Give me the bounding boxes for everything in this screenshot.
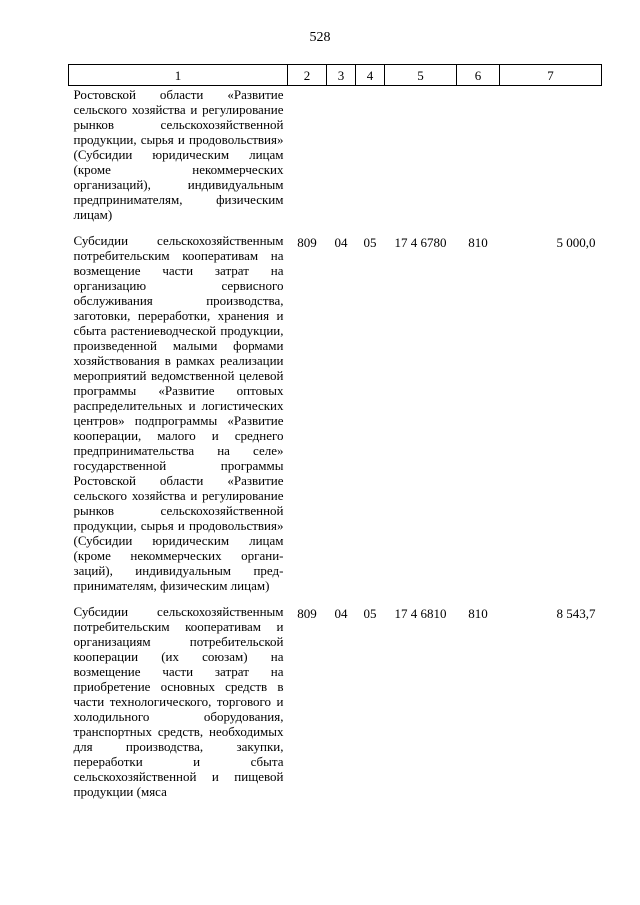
row-code-6 — [457, 86, 500, 233]
row-code-5: 17 4 6780 — [394, 235, 447, 250]
header-col-2: 2 — [288, 65, 327, 86]
row-code-2: 809 — [297, 606, 317, 621]
row-code-3: 04 — [334, 235, 348, 250]
header-col-3: 3 — [327, 65, 356, 86]
table-row — [69, 232, 602, 603]
row-code-4: 05 — [363, 606, 377, 621]
row-amount: 8 543,7 — [556, 606, 596, 621]
row-code-5 — [385, 86, 457, 233]
row-code-4: 05 — [363, 235, 377, 250]
row-description: Ростовской области «Развитие сельского хозяйства и регулирование рынков сельскохозяйственной продукции, сырья и продовольствия» (Субсидии юридическим лицам (кроме некоммерческих организаций), индивидуальным предпринимателям, физическим лицам) — [73, 87, 284, 222]
header-col-5: 5 — [385, 65, 457, 86]
header-col-6: 6 — [457, 65, 500, 86]
table-row — [69, 86, 602, 233]
header-col-4: 4 — [356, 65, 385, 86]
table-row — [69, 603, 602, 809]
row-description: Субсидии сельскохозяйственным потребительским кооперативам и организациям потребительской кооперации (их союзам) на возмещение части затрат на приобретение основных средств в части технологического, торгового и холодильного оборудования, транспортных средств, необходимых для производства, закупки, переработки и сбыта сельскохозяйственной и пищевой продукции (мяса — [73, 604, 284, 799]
table-header — [69, 65, 602, 86]
row-code-2 — [288, 86, 327, 233]
row-code-4 — [356, 86, 385, 233]
row-code-2: 809 — [297, 235, 317, 250]
row-amount: 5 000,0 — [556, 235, 596, 250]
row-code-3: 04 — [334, 606, 348, 621]
row-code-5: 17 4 6810 — [394, 606, 447, 621]
header-col-1: 1 — [69, 65, 288, 86]
row-code-6: 810 — [468, 235, 488, 250]
budget-table — [68, 64, 602, 809]
row-description: Субсидии сельскохозяйственным потребительским кооперативам на возмещение части затрат на организацию сервисного обслуживания производства, заготовки, переработки, хранения и сбыта растениеводческой продукции, произведенной малыми формами хозяйствования в рамках реализации мероприятий ведомственной целевой программы «Развитие оптовых распределительных и логистических центров» подпрограммы «Развитие кооперации, малого и среднего предпринимательства на селе» государственной программы Ростовской области «Развитие сельского хозяйства и регулирование рынков сельскохозяйственной продукции, сырья и продовольствия» (Субсидии юридическим лицам (кроме некоммерческих организаций), индивидуальным предпринимателям, физическим лицам) — [73, 233, 284, 593]
row-code-6: 810 — [468, 606, 488, 621]
row-amount — [500, 86, 602, 233]
header-row — [69, 65, 602, 86]
header-col-7: 7 — [500, 65, 602, 86]
page-number: 528 — [309, 30, 331, 45]
row-code-3 — [327, 86, 356, 233]
